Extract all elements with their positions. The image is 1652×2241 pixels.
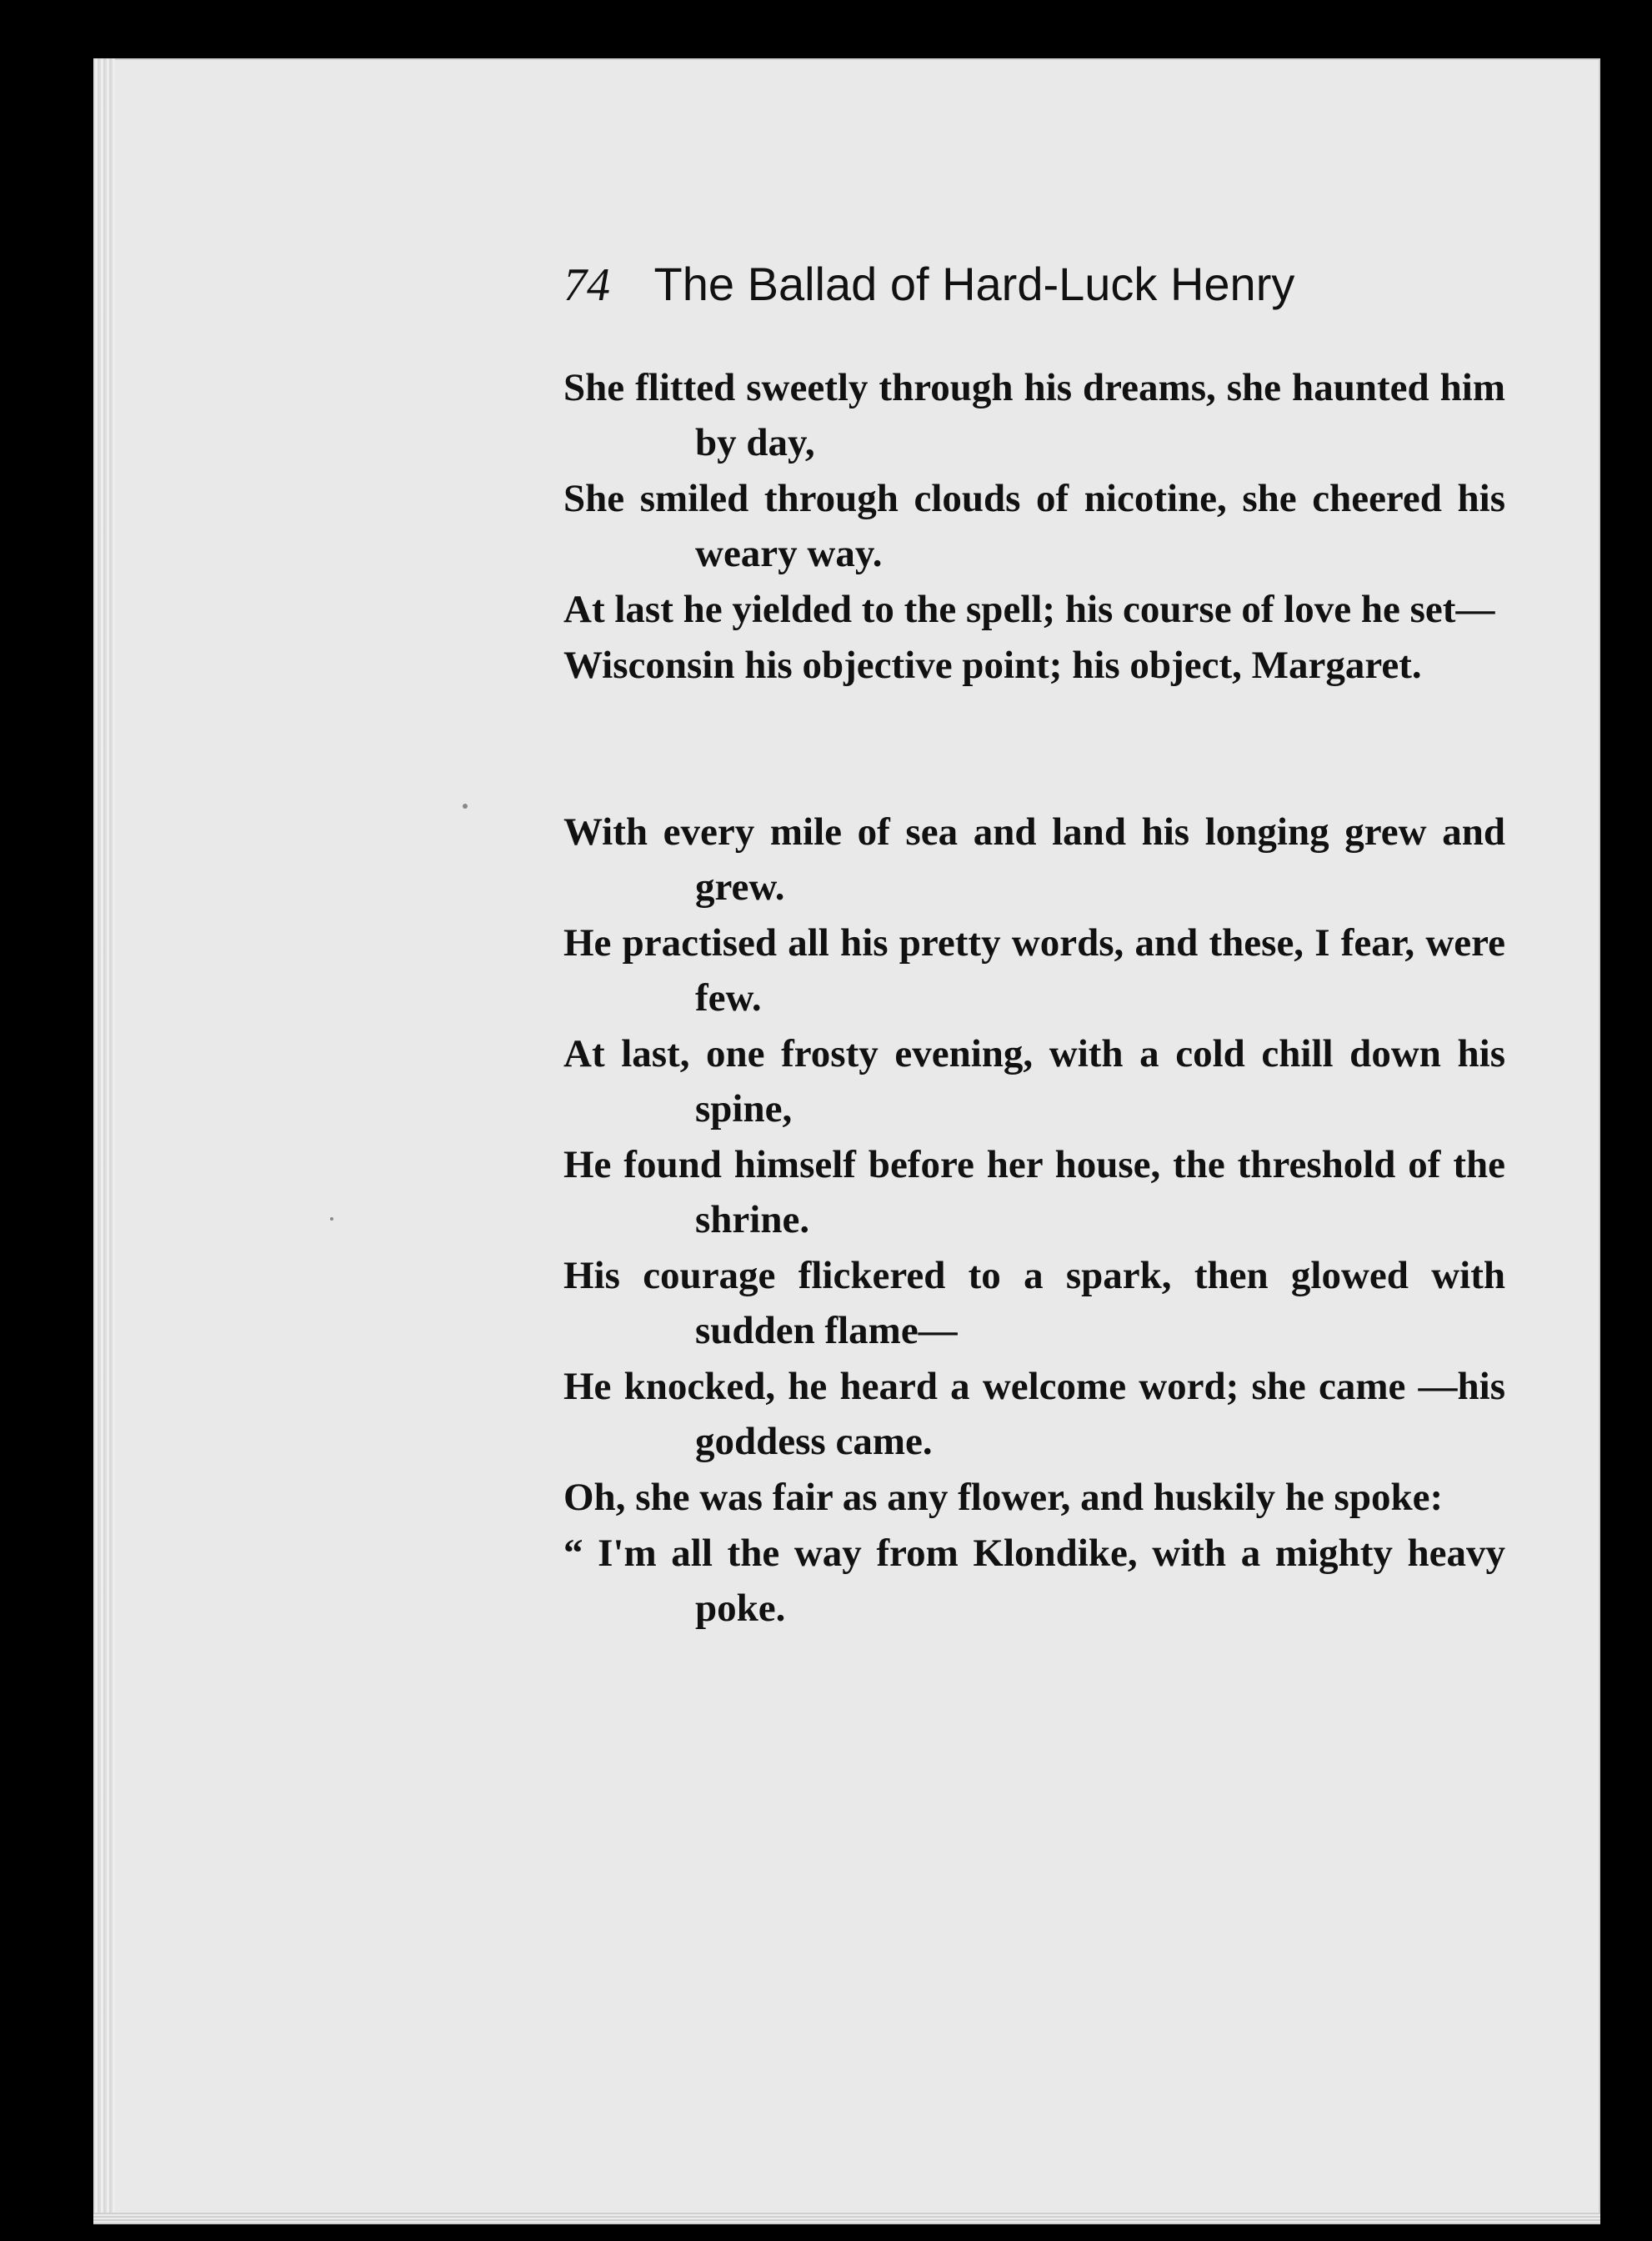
verse-line: He practised all his pretty words, and these, I fear, were few. xyxy=(563,921,1505,1020)
verse-line: At last, one frosty evening, with a cold chill down his spine, xyxy=(563,1032,1505,1131)
stanza xyxy=(563,805,1505,1636)
verse-line: Wisconsin his objective point; his object, Margaret. xyxy=(563,644,1422,687)
verse-line: His courage flickered to a spark, then glowed with sudden flame— xyxy=(563,1254,1505,1352)
verse-line: He found himself before her house, the threshold of the shrine. xyxy=(563,1143,1505,1241)
verse-line: At last he yielded to the spell; his course of love he set— xyxy=(563,588,1495,631)
verse-line: He knocked, he heard a welcome word; she came —his goddess came. xyxy=(563,1365,1505,1463)
page-edge xyxy=(93,58,115,2224)
page-bottom-edge xyxy=(93,2213,1600,2224)
page-number: 74 xyxy=(563,259,610,311)
scan-speck xyxy=(330,1217,333,1221)
running-header xyxy=(563,257,1397,323)
poem-body xyxy=(563,360,1505,1637)
verse-line: With every mile of sea and land his longing grew and grew. xyxy=(563,810,1505,909)
verse-line: Oh, she was fair as any flower, and huskily he spoke: xyxy=(563,1476,1444,1519)
verse-line: “ I'm all the way from Klondike, with a mighty heavy poke. xyxy=(563,1532,1505,1630)
stanza xyxy=(563,360,1505,693)
running-title: The Ballad of Hard-Luck Henry xyxy=(653,258,1295,310)
verse-line: She smiled through clouds of nicotine, she cheered his weary way. xyxy=(563,477,1505,575)
scan-speck xyxy=(463,804,468,809)
verse-line: She flitted sweetly through his dreams, she haunted him by day, xyxy=(563,366,1505,464)
